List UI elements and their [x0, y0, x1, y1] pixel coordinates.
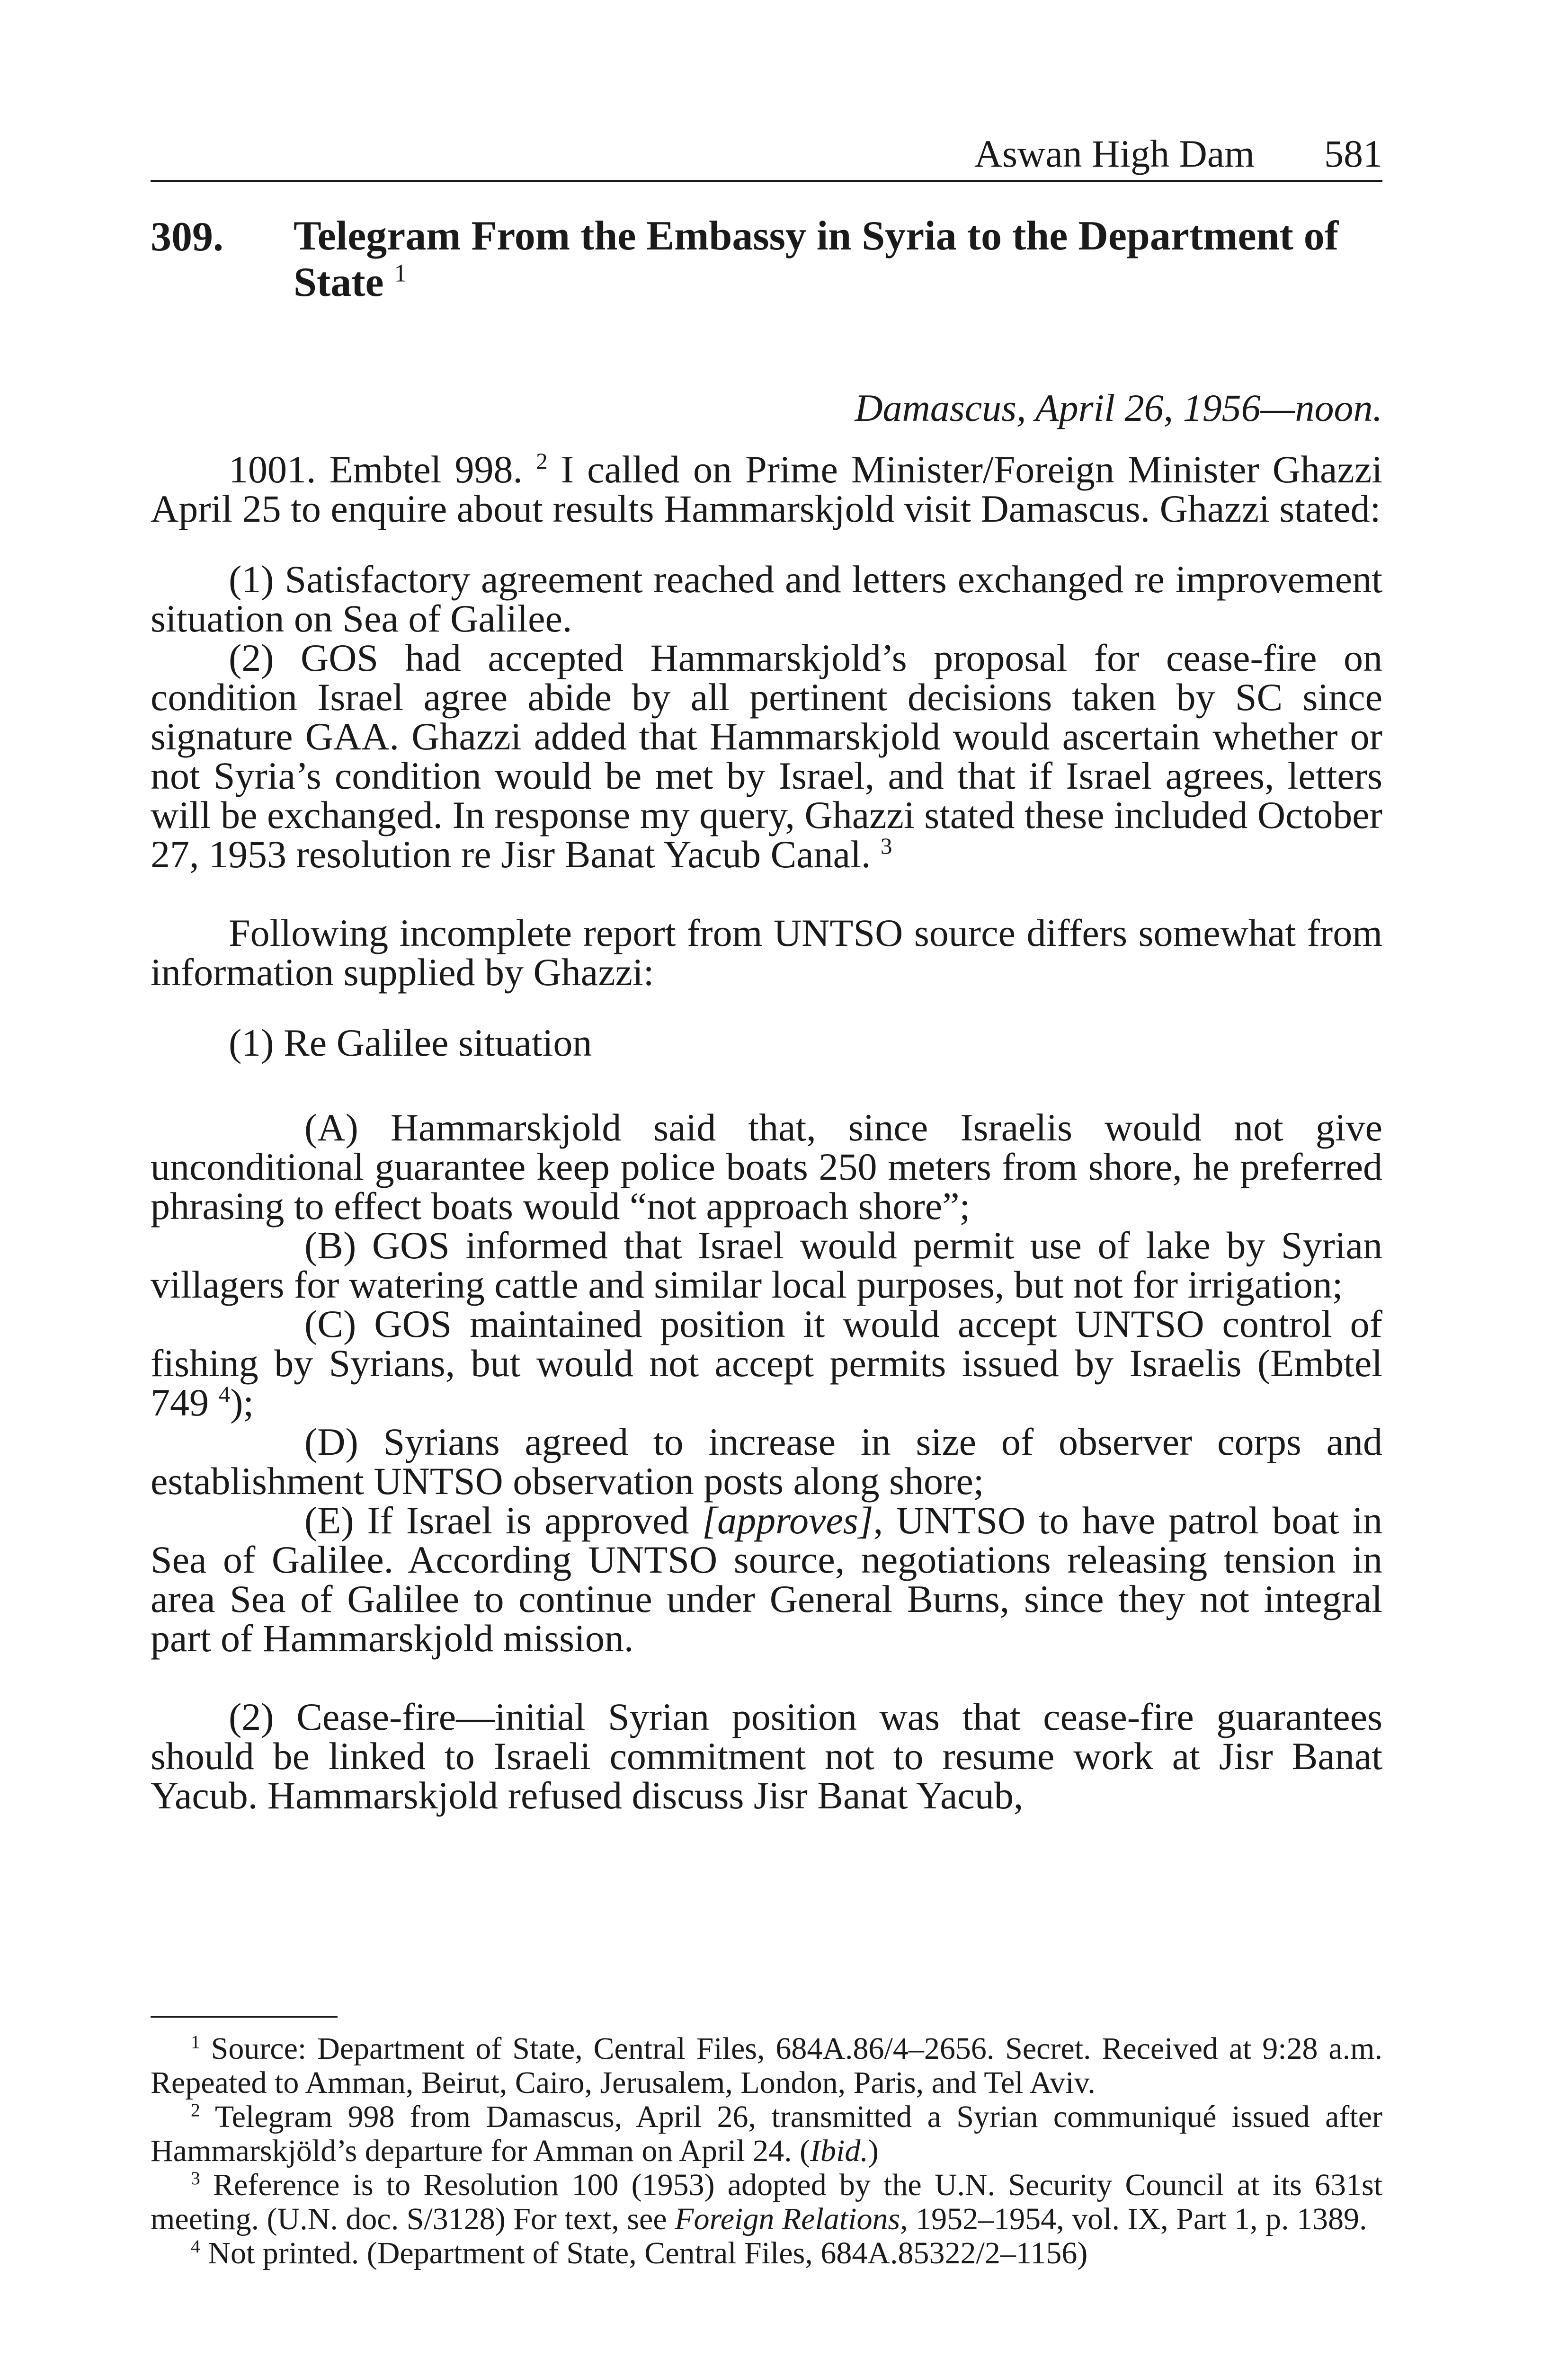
- document-number: 309.: [151, 214, 223, 260]
- text-run: , UNTSO to have patrol boat in Sea of Galilee. According UNTSO source, negotiations releasing tension in area Sea of Galilee to continue under General Burns, since they not integral part of Hammarskjold mission.: [151, 1499, 1382, 1660]
- text-run: 1952–1954, vol. IX, Part 1, p. 1389.: [908, 2202, 1367, 2236]
- footnote-ref-4: 4: [218, 1381, 231, 1407]
- document-title: [294, 213, 1382, 306]
- text-run-italic: Ibid.: [810, 2134, 868, 2168]
- text-run: );: [230, 1381, 254, 1424]
- footnote-3: [151, 2168, 1382, 2236]
- text-run: I called on Prime Minister/Foreign Minister Ghazzi April 25 to enquire about results Hammarskjold visit Damascus. Ghazzi stated:: [151, 448, 1382, 530]
- footnotes: [151, 2032, 1382, 2270]
- telegram-body: [151, 450, 1382, 1815]
- running-header-title: Aswan High Dam: [974, 132, 1255, 175]
- page-number: 581: [1324, 132, 1382, 175]
- text-run: Reference is to Resolution 100 (1953) adopted by the U.N. Security Council at its 631st meeting. (U.N. doc. S/3128) For text, see: [151, 2168, 1382, 2236]
- footnote-mark: 4: [191, 2236, 200, 2257]
- footnote-4: [151, 2236, 1382, 2270]
- text-run: (2) GOS had accepted Hammarskjold’s proposal for cease-fire on condition Israel agree abide by all pertinent decisions taken by SC since signature GAA. Ghazzi added that Hammarskjold would ascertain whether or not Syria’s condition would be met by Israel, and that if Israel agrees, letters will be exchanged. In response my query, Ghazzi stated these included October 27, 1953 resolution re Jisr Banat Yacub Canal.: [151, 636, 1382, 876]
- subpoint-d: (D) Syrians agreed to increase in size of observer corps and establishment UNTSO observation posts along shore;: [151, 1420, 1382, 1503]
- footnote-ref-1: 1: [394, 259, 407, 287]
- paragraph-point-1: (1) Satisfactory agreement reached and letters exchanged re improvement situation on Sea of Galilee.: [151, 558, 1382, 640]
- editorial-correction: [approves]: [702, 1499, 873, 1542]
- footnote-ref-2: 2: [536, 448, 548, 474]
- subpoint-b: (B) GOS informed that Israel would permit use of lake by Syrian villagers for watering cattle and similar local purposes, but not for irrigation;: [151, 1224, 1382, 1306]
- subpoint-a: (A) Hammarskjold said that, since Israelis would not give unconditional guarantee keep police boats 250 meters from shore, he preferred phrasing to effect boats would “not approach shore”;: [151, 1106, 1382, 1228]
- footnote-ref-3: 3: [880, 833, 892, 859]
- subpoint-e: [151, 1501, 1382, 1658]
- footnote-mark: 2: [191, 2100, 200, 2120]
- footnote-mark: 1: [191, 2031, 200, 2052]
- text-run: Telegram 998 from Damascus, April 26, transmitted a Syrian communiqué issued after Hammarskjöld’s departure for Amman on April 24. (: [151, 2100, 1382, 2168]
- subpoint-c: [151, 1304, 1382, 1422]
- text-run: (C) GOS maintained position it would accept UNTSO control of fishing by Syrians, but would not accept permits issued by Israelis (Embtel 749: [151, 1302, 1382, 1424]
- text-run: (E) If Israel is approved: [304, 1499, 703, 1542]
- text-run: ): [868, 2134, 879, 2168]
- paragraph-cease-fire: (2) Cease-fire—initial Syrian position was that cease-fire guarantees should be linked to Israeli commitment not to resume work at Jisr Banat Yacub. Hammarskjold refused discuss Jisr Banat Yacub,: [151, 1695, 1382, 1817]
- footnote-2: [151, 2100, 1382, 2168]
- paragraph-untso-report: Following incomplete report from UNTSO source differs somewhat from information supplied by Ghazzi:: [151, 911, 1382, 994]
- paragraph-galilee-heading: (1) Re Galilee situation: [229, 1021, 592, 1064]
- text-run: 1001. Embtel 998.: [229, 448, 523, 491]
- footnote-mark: 3: [191, 2168, 200, 2189]
- running-header: [151, 128, 1382, 182]
- footnote-1: [151, 2032, 1382, 2100]
- text-run: Source: Department of State, Central Files, 684A.86/4–2656. Secret. Received at 9:28 a.m. Repeated to Amman, Beirut, Cairo, Jerusalem, London, Paris, and Tel Aviv.: [151, 2031, 1382, 2100]
- text-run-italic: Foreign Relations,: [675, 2202, 908, 2236]
- dateline: Damascus, April 26, 1956—noon.: [855, 386, 1382, 429]
- document-title-text: Telegram From the Embassy in Syria to the Department of State: [294, 213, 1339, 305]
- paragraph-point-2: [151, 638, 1382, 874]
- text-run: Not printed. (Department of State, Central Files, 684A.85322/2–1156): [200, 2236, 1088, 2270]
- footnote-divider: [151, 2016, 338, 2018]
- paragraph-opening: [151, 450, 1382, 528]
